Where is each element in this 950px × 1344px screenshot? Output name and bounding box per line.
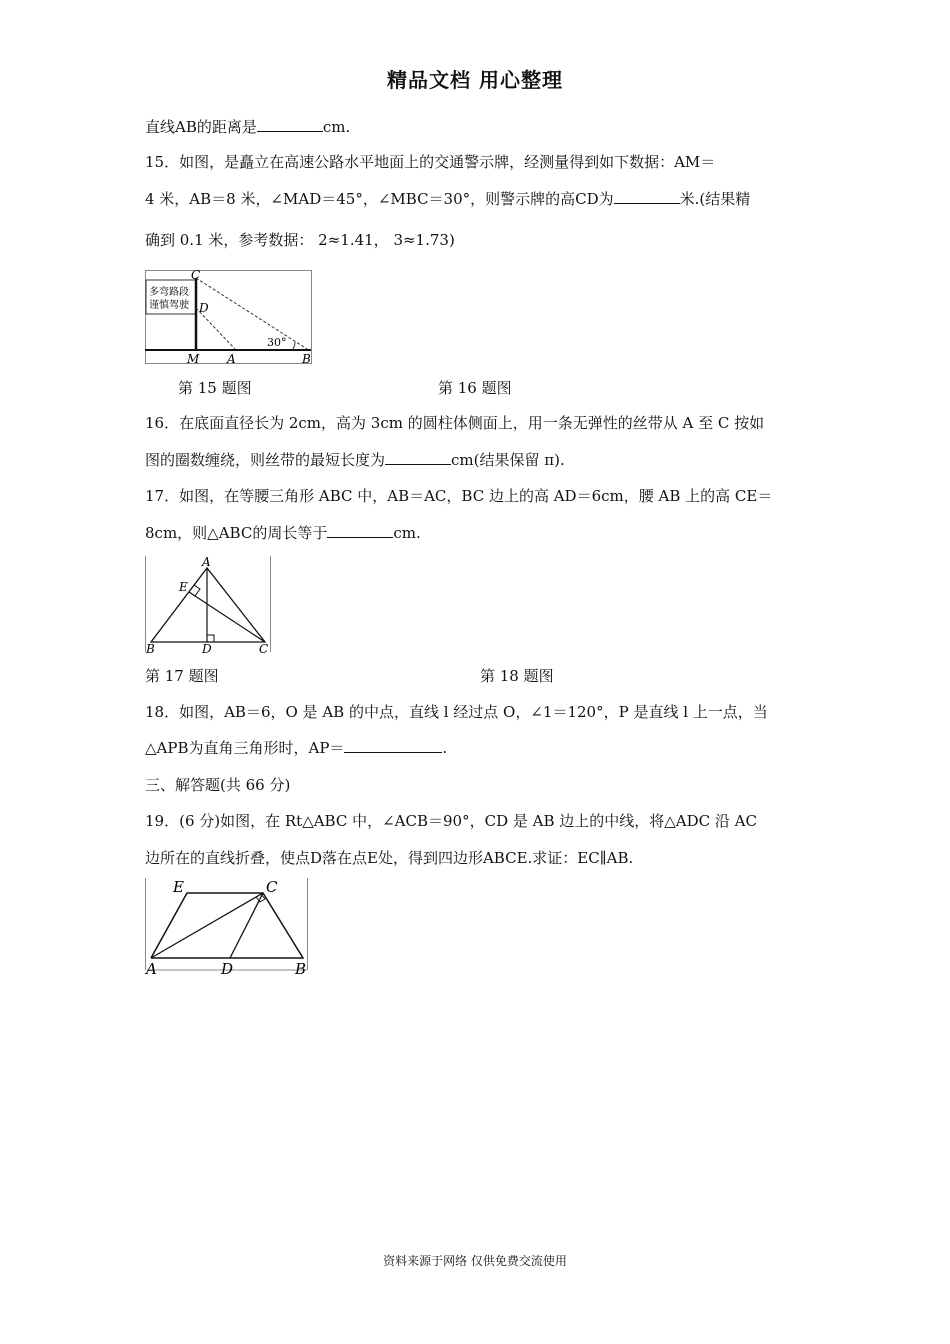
point-c-label: C bbox=[191, 270, 201, 282]
question-18-line2 bbox=[145, 738, 447, 758]
caption-17: 第 17 题图 bbox=[145, 667, 219, 685]
point-d-label: D bbox=[202, 642, 212, 656]
figure-19 bbox=[145, 878, 310, 978]
answer-blank bbox=[344, 738, 442, 753]
line-prev-answer bbox=[145, 117, 350, 137]
figure-17 bbox=[145, 556, 273, 656]
question-15-line1: 15．如图，是矗立在高速公路水平地面上的交通警示牌，经测量得到如下数据：AM＝ bbox=[145, 153, 716, 171]
figure-15 bbox=[145, 270, 315, 368]
right-angle-e bbox=[189, 585, 200, 596]
question-16-line2 bbox=[145, 450, 565, 470]
text: . bbox=[442, 739, 448, 757]
question-15-line3: 确到 0.1 米，参考数据： 2≈1.41， 3≈1.73) bbox=[145, 231, 455, 249]
point-e-label: E bbox=[173, 878, 184, 896]
point-a-label: A bbox=[227, 352, 236, 366]
point-d-label: D bbox=[199, 301, 209, 315]
angle-arc bbox=[293, 342, 295, 349]
question-19-line2: 边所在的直线折叠，使点D落在点E处，得到四边形ABCE.求证：EC∥AB. bbox=[145, 849, 634, 867]
point-c-label: C bbox=[266, 878, 278, 896]
point-c-label: C bbox=[259, 642, 269, 656]
angle-label: 30° bbox=[267, 336, 287, 349]
answer-blank bbox=[385, 450, 451, 465]
point-b-label: B bbox=[146, 642, 155, 656]
text: cm. bbox=[322, 118, 351, 136]
right-angle-d bbox=[207, 635, 214, 642]
line-cb bbox=[196, 278, 307, 349]
text: △APB为直角三角形时，AP＝ bbox=[145, 739, 345, 757]
question-17-line2 bbox=[145, 523, 421, 543]
question-18-line1: 18．如图，AB＝6，O 是 AB 的中点，直线 l 经过点 O，∠1＝120°，P 是直线 l 上一点，当 bbox=[145, 703, 768, 721]
point-a-label: A bbox=[146, 960, 157, 978]
height-ce bbox=[189, 592, 265, 642]
question-15-line2 bbox=[145, 189, 750, 209]
text: cm. bbox=[393, 524, 421, 542]
point-d-label: D bbox=[221, 960, 234, 978]
text: 直线AB的距离是 bbox=[145, 118, 257, 136]
text: cm(结果保留 π). bbox=[451, 451, 565, 469]
page-footer: 资料来源于网络 仅供免费交流使用 bbox=[383, 1254, 567, 1268]
caption-15: 第 15 题图 bbox=[178, 379, 252, 397]
text: 米.(结果精 bbox=[679, 190, 751, 208]
answer-blank bbox=[327, 523, 393, 538]
quadrilateral-abce bbox=[151, 893, 303, 958]
section-3-heading: 三、解答题(共 66 分) bbox=[145, 776, 291, 794]
question-16-line1: 16．在底面直径长为 2cm，高为 3cm 的圆柱体侧面上，用一条无弹性的丝带从 A 至 C 按如 bbox=[145, 414, 765, 432]
question-17-line1: 17．如图，在等腰三角形 ABC 中，AB＝AC，BC 边上的高 AD＝6cm，腰 AB 上的高 CE＝ bbox=[145, 487, 773, 505]
answer-blank bbox=[614, 189, 680, 204]
sign-text-2: 谨慎驾驶 bbox=[149, 300, 189, 311]
caption-16: 第 16 题图 bbox=[438, 379, 512, 397]
page-header: 精品文档 用心整理 bbox=[387, 68, 563, 92]
point-b-label: B bbox=[295, 960, 307, 978]
text: 4 米，AB＝8 米，∠MAD＝45°，∠MBC＝30°，则警示牌的高CD为 bbox=[145, 190, 614, 208]
text: 图的圈数缠绕，则丝带的最短长度为 bbox=[145, 451, 386, 469]
text: 8cm，则△ABC的周长等于 bbox=[145, 524, 328, 542]
answer-blank bbox=[257, 117, 323, 132]
caption-18: 第 18 题图 bbox=[480, 667, 554, 685]
question-19-line1: 19．(6 分)如图，在 Rt△ABC 中，∠ACB＝90°，CD 是 AB 边上的中线，将△ADC 沿 AC bbox=[145, 812, 757, 830]
point-m-label: M bbox=[187, 352, 200, 366]
point-b-label: B bbox=[302, 352, 311, 366]
point-a-label: A bbox=[202, 556, 211, 569]
point-e-label: E bbox=[179, 580, 188, 594]
sign-text-1: 多弯路段 bbox=[149, 287, 189, 298]
